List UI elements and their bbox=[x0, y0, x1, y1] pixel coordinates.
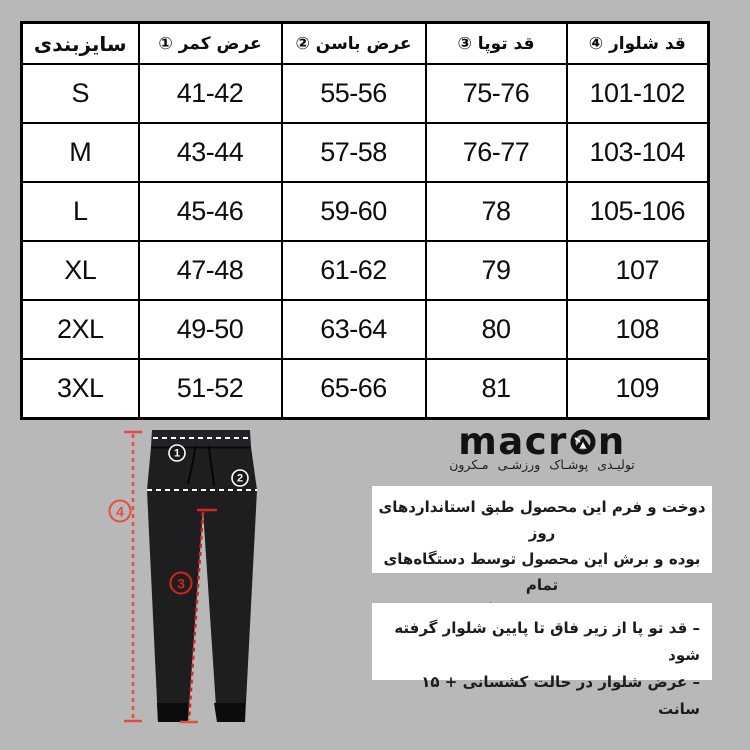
waist-value: 45-46 bbox=[139, 182, 282, 241]
size-label: M bbox=[22, 123, 139, 182]
length-value: 107 bbox=[567, 241, 709, 300]
hip-value: 65-66 bbox=[282, 359, 426, 419]
measurement-notes-box bbox=[372, 603, 712, 718]
production-info-box bbox=[372, 486, 712, 594]
waist-value: 49-50 bbox=[139, 300, 282, 359]
length-value: 109 bbox=[567, 359, 709, 419]
table-row bbox=[22, 359, 709, 419]
note-line: – عرض شلوار در حالت کشسانی + ۱۵ سانت bbox=[421, 673, 700, 718]
pants-left-cuff bbox=[157, 703, 188, 722]
length-value: 108 bbox=[567, 300, 709, 359]
waist-value: 47-48 bbox=[139, 241, 282, 300]
inseam-value: 76-77 bbox=[426, 123, 567, 182]
hip-value: 57-58 bbox=[282, 123, 426, 182]
marker-4-label: 4 bbox=[116, 503, 124, 520]
hip-value: 55-56 bbox=[282, 64, 426, 123]
header-inseam-length: قد توپا ③ bbox=[426, 23, 567, 65]
size-label: 3XL bbox=[22, 359, 139, 419]
inseam-value: 78 bbox=[426, 182, 567, 241]
macron-emblem-icon bbox=[570, 429, 596, 455]
macron-wordmark bbox=[372, 420, 712, 463]
table-row bbox=[22, 64, 709, 123]
inseam-value: 75-76 bbox=[426, 64, 567, 123]
inseam-value: 80 bbox=[426, 300, 567, 359]
header-hip-width: عرض باسن ② bbox=[282, 23, 426, 65]
brand-tagline: تولیـدی پوشـاک ورزشـی مـکرون bbox=[449, 457, 635, 472]
info-line: دوخت و فرم این محصول طبق استانداردهای روز bbox=[378, 498, 706, 542]
size-chart-table bbox=[20, 21, 710, 420]
table-row bbox=[22, 300, 709, 359]
pants-body bbox=[147, 447, 257, 722]
table-row bbox=[22, 182, 709, 241]
inseam-value: 79 bbox=[426, 241, 567, 300]
inseam-value: 81 bbox=[426, 359, 567, 419]
waist-value: 43-44 bbox=[139, 123, 282, 182]
wordmark-text-left: macr bbox=[458, 420, 568, 463]
size-label: L bbox=[22, 182, 139, 241]
table-header-row bbox=[22, 23, 709, 65]
hip-value: 63-64 bbox=[282, 300, 426, 359]
length-value: 103-104 bbox=[567, 123, 709, 182]
table-row bbox=[22, 123, 709, 182]
waist-value: 41-42 bbox=[139, 64, 282, 123]
note-line: – قد تو پا از زیر فاق تا پایین شلوار گرفته شود bbox=[394, 619, 700, 664]
length-value: 105-106 bbox=[567, 182, 709, 241]
waist-value: 51-52 bbox=[139, 359, 282, 419]
size-label: XL bbox=[22, 241, 139, 300]
brand-block bbox=[372, 420, 712, 472]
pants-right-cuff bbox=[214, 703, 245, 722]
size-label: 2XL bbox=[22, 300, 139, 359]
header-pants-length: قد شلوار ④ bbox=[567, 23, 709, 65]
hip-value: 61-62 bbox=[282, 241, 426, 300]
pants-diagram-svg bbox=[108, 424, 333, 740]
pants-measurement-diagram bbox=[108, 424, 333, 740]
length-value: 101-102 bbox=[567, 64, 709, 123]
wordmark-text-right: n bbox=[597, 420, 626, 463]
header-size: سایزبندی bbox=[22, 23, 139, 65]
marker-3-label: 3 bbox=[177, 575, 185, 592]
header-waist-width: عرض کمر ① bbox=[139, 23, 282, 65]
marker-1-label: 1 bbox=[173, 447, 181, 460]
table-row bbox=[22, 241, 709, 300]
hip-value: 59-60 bbox=[282, 182, 426, 241]
size-label: S bbox=[22, 64, 139, 123]
marker-2-label: 2 bbox=[236, 472, 244, 485]
info-line: بوده و برش این محصول توسط دستگاه‌های تمام bbox=[383, 550, 701, 594]
